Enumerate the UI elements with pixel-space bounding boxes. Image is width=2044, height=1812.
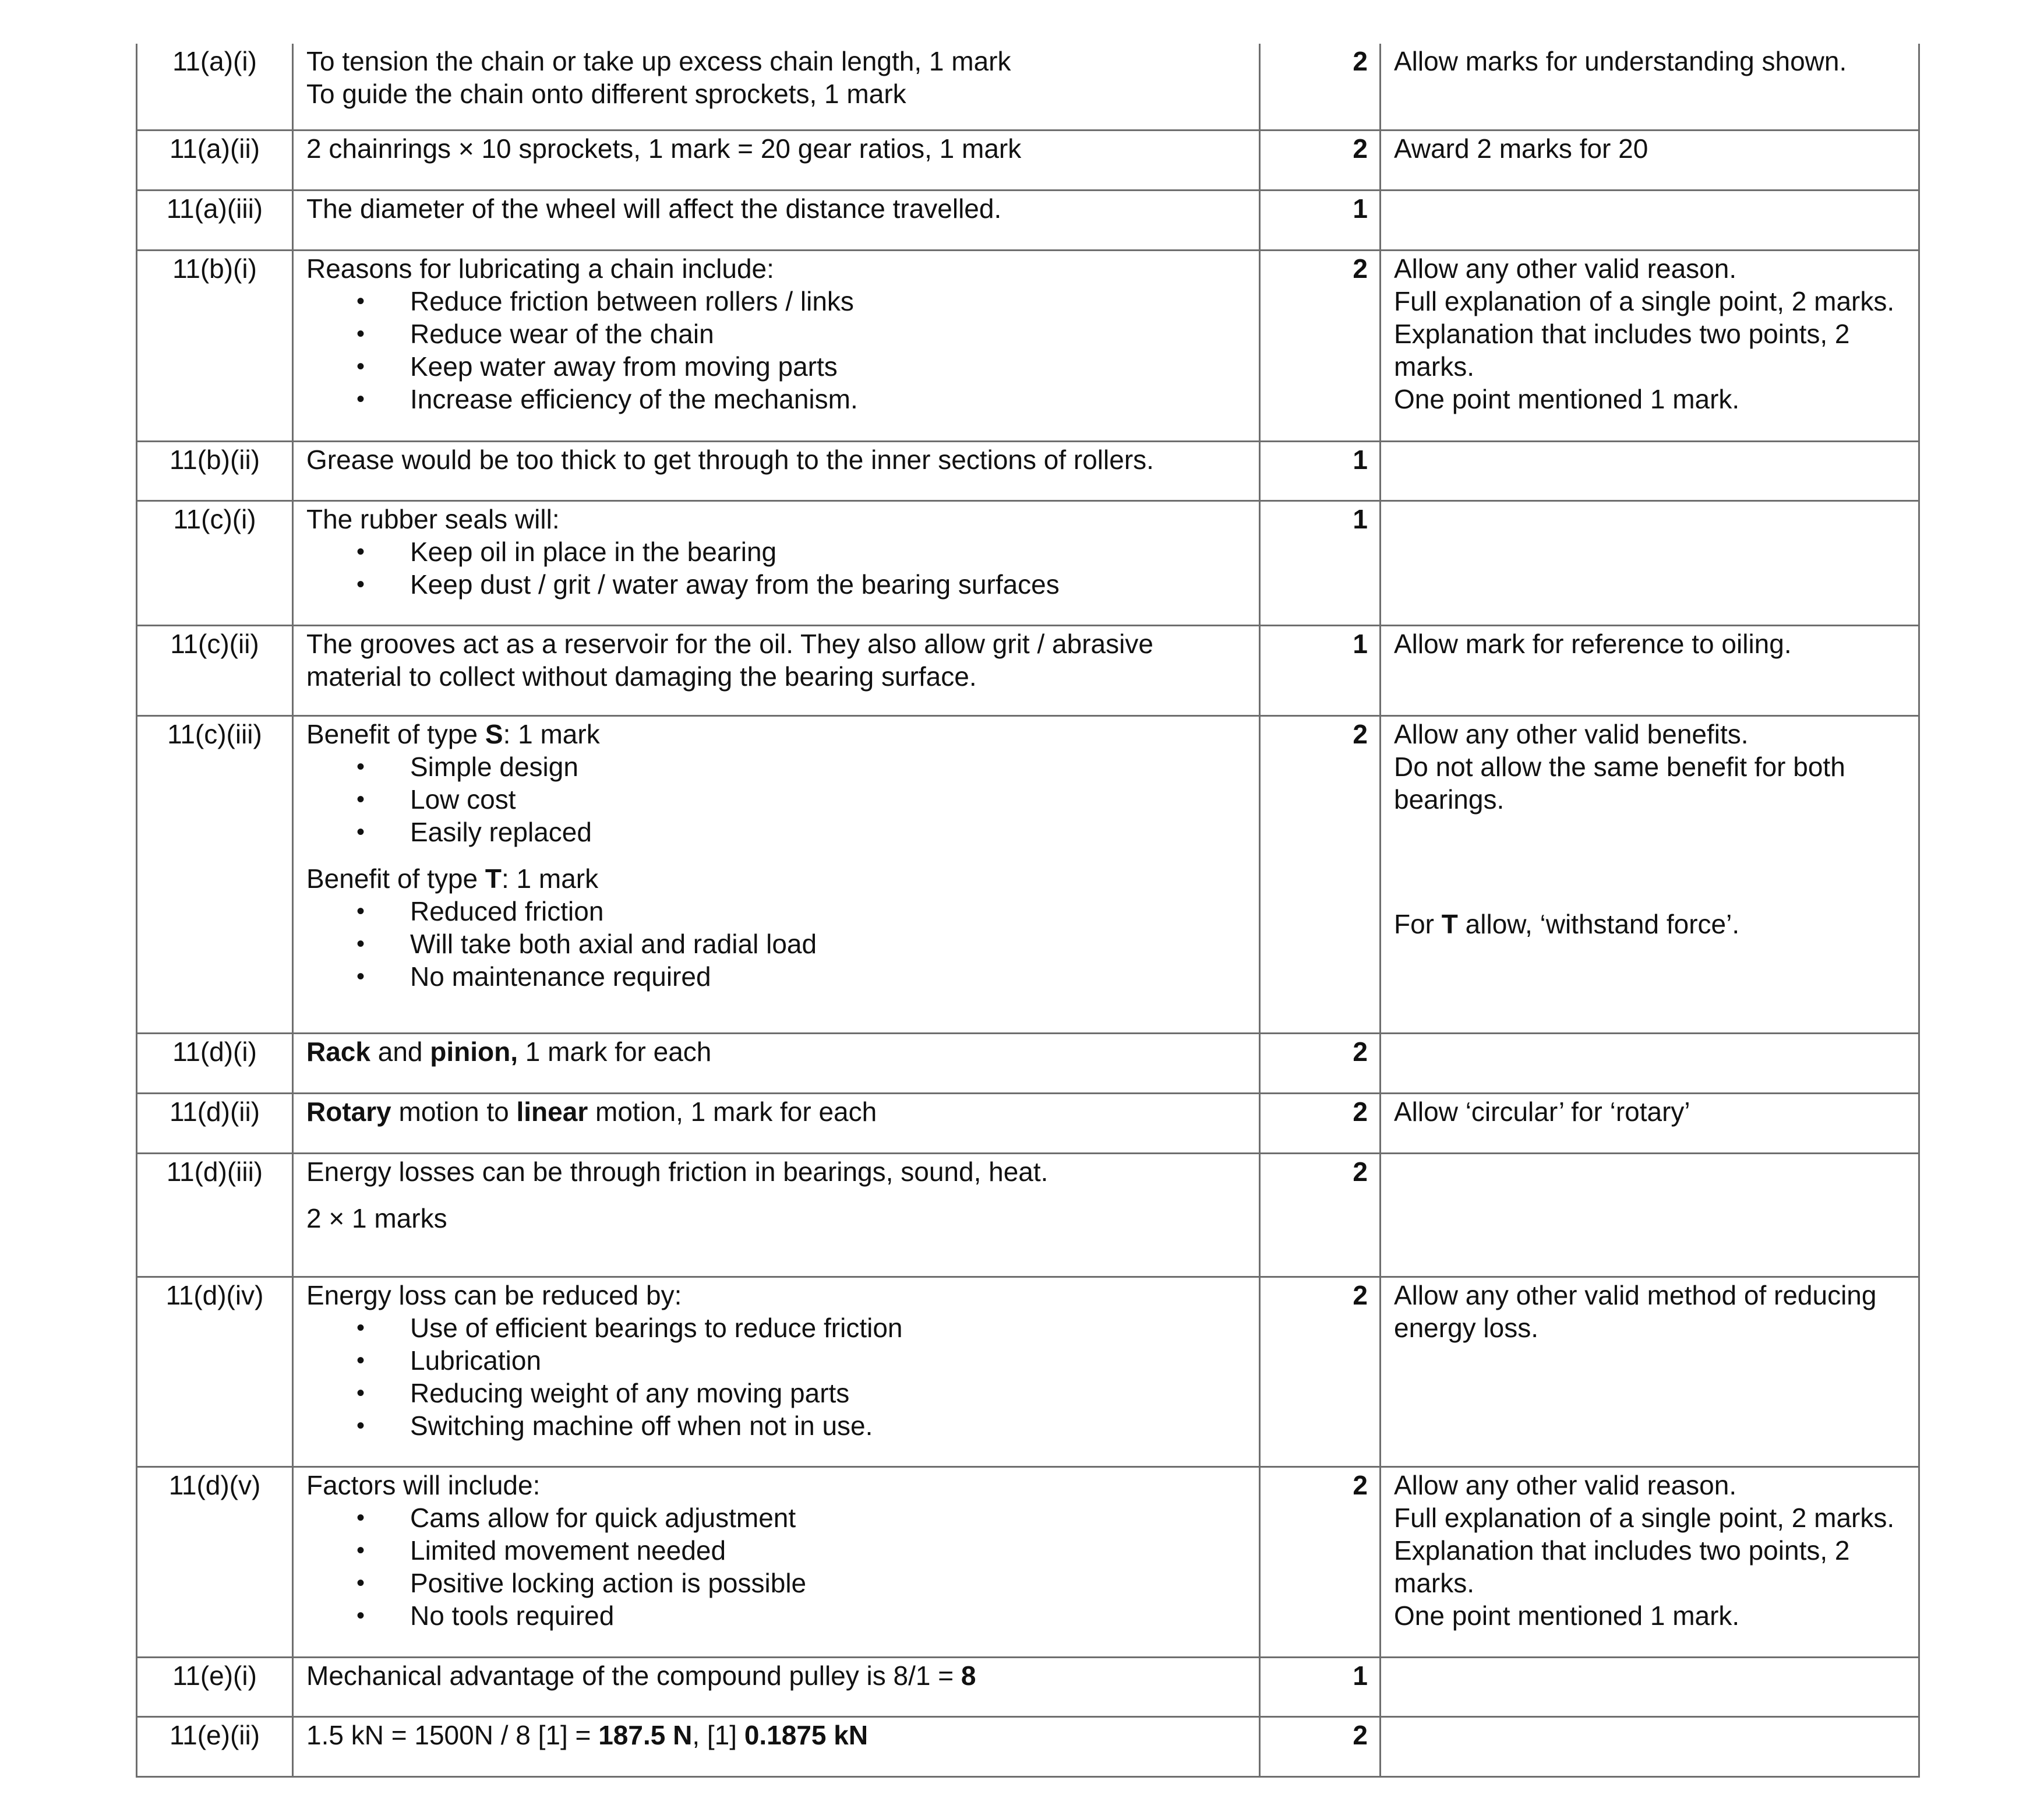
marks-cell: 1 (1260, 1657, 1381, 1716)
guidance-cell (1381, 715, 1919, 1033)
answer-cell (293, 441, 1260, 500)
guidance-cell (1381, 1277, 1919, 1466)
text-run: bearings. (1394, 784, 1505, 815)
bullet-item (306, 568, 1253, 601)
text-run: Low cost (410, 784, 516, 815)
text-run: marks. (1394, 1567, 1474, 1598)
text-line (306, 252, 1253, 285)
bold-text: pinion, (430, 1036, 518, 1067)
question-number: 11(e)(i) (137, 1657, 293, 1716)
spacer (306, 848, 1253, 862)
text-line (306, 77, 1253, 110)
text-run: Allow ‘circular’ for ‘rotary’ (1394, 1096, 1690, 1127)
bullet-item (306, 1501, 1253, 1534)
text-line (1394, 1501, 1910, 1534)
guidance-cell (1381, 130, 1919, 190)
bullet-item (306, 960, 1253, 993)
text-line (1394, 908, 1910, 940)
table-row (137, 130, 1919, 190)
text-line (1394, 252, 1910, 285)
bullet-item (306, 1599, 1253, 1632)
text-run: and (370, 1036, 430, 1067)
text-line (1394, 318, 1910, 350)
mark-scheme-body (137, 44, 1919, 1776)
text-run: Reduced friction (410, 896, 604, 926)
text-run: The grooves act as a reservoir for the oil. They also allow grit / abrasive (306, 628, 1153, 659)
marks-cell: 1 (1260, 500, 1381, 625)
text-line (1394, 627, 1910, 660)
text-run: To tension the chain or take up excess chain length, 1 mark (306, 46, 1011, 76)
text-run: Switching machine off when not in use. (410, 1410, 873, 1441)
text-line (306, 1155, 1253, 1188)
table-row (137, 190, 1919, 250)
text-run: Grease would be too thick to get through to the inner sections of rollers. (306, 444, 1154, 475)
answer-cell (293, 190, 1260, 250)
text-run: Allow any other valid benefits. (1394, 718, 1749, 749)
bullet-item (306, 783, 1253, 816)
text-run: 2 chainrings × 10 sprockets, 1 mark = 20 gear ratios, 1 mark (306, 133, 1022, 164)
text-run: Award 2 marks for 20 (1394, 133, 1648, 164)
spacer (306, 1188, 1253, 1202)
text-line (306, 627, 1253, 660)
table-row (137, 1466, 1919, 1657)
text-run: 2 × 1 marks (306, 1203, 447, 1233)
bold-text: linear (516, 1096, 588, 1127)
text-run: Will take both axial and radial load (410, 928, 817, 959)
answer-cell (293, 715, 1260, 1033)
text-run: Reducing weight of any moving parts (410, 1377, 850, 1408)
text-run: material to collect without damaging the bearing surface. (306, 661, 977, 692)
question-number: 11(d)(i) (137, 1033, 293, 1093)
answer-cell (293, 500, 1260, 625)
text-line (1394, 1279, 1910, 1312)
text-run: motion to (391, 1096, 517, 1127)
text-line (306, 862, 1253, 895)
bold-text: Rotary (306, 1096, 391, 1127)
question-number: 11(d)(ii) (137, 1093, 293, 1153)
guidance-cell (1381, 500, 1919, 625)
text-run: Allow any other valid reason. (1394, 1469, 1737, 1500)
text-run: Lubrication (410, 1345, 542, 1376)
text-run: Mechanical advantage of the compound pulley is 8/1 = (306, 1660, 961, 1691)
text-run: Full explanation of a single point, 2 marks. (1394, 285, 1895, 316)
marks-cell: 2 (1260, 1277, 1381, 1466)
bullet-item (306, 1409, 1253, 1442)
table-row (137, 250, 1919, 441)
text-run: allow, ‘withstand force’. (1457, 908, 1740, 939)
answer-cell (293, 1153, 1260, 1277)
bold-text: Rack (306, 1036, 370, 1067)
marks-cell: 2 (1260, 1153, 1381, 1277)
text-run: : 1 mark (501, 863, 599, 894)
text-run: Explanation that includes two points, 2 (1394, 1535, 1850, 1566)
question-number: 11(e)(ii) (137, 1716, 293, 1776)
marks-cell: 2 (1260, 715, 1381, 1033)
bullet-item (306, 383, 1253, 415)
bullet-list (306, 895, 1253, 993)
guidance-cell (1381, 1657, 1919, 1716)
table-row (137, 625, 1919, 715)
bullet-item (306, 350, 1253, 383)
text-line (306, 660, 1253, 693)
text-line (306, 45, 1253, 77)
text-line (1394, 1469, 1910, 1501)
guidance-cell (1381, 190, 1919, 250)
text-run: Positive locking action is possible (410, 1567, 807, 1598)
marks-cell: 2 (1260, 1466, 1381, 1657)
question-number: 11(c)(ii) (137, 625, 293, 715)
bullet-item (306, 318, 1253, 350)
marks-cell: 2 (1260, 44, 1381, 130)
text-run: energy loss. (1394, 1312, 1539, 1343)
text-run: marks. (1394, 351, 1474, 382)
question-number: 11(c)(iii) (137, 715, 293, 1033)
marks-cell: 2 (1260, 250, 1381, 441)
mark-scheme-table (136, 44, 1920, 1778)
answer-cell (293, 1716, 1260, 1776)
text-run: Keep water away from moving parts (410, 351, 838, 382)
bullet-item (306, 816, 1253, 848)
answer-cell (293, 130, 1260, 190)
marks-cell: 1 (1260, 441, 1381, 500)
bullet-list (306, 1312, 1253, 1442)
text-line (1394, 1312, 1910, 1344)
answer-cell (293, 1093, 1260, 1153)
text-run: Full explanation of a single point, 2 marks. (1394, 1502, 1895, 1533)
text-run: Easily replaced (410, 816, 592, 847)
text-run: For (1394, 908, 1442, 939)
answer-cell (293, 1033, 1260, 1093)
question-number: 11(a)(ii) (137, 130, 293, 190)
text-run: Use of efficient bearings to reduce friction (410, 1312, 903, 1343)
text-line (306, 192, 1253, 225)
text-run: Energy loss can be reduced by: (306, 1279, 682, 1310)
text-line (306, 1035, 1253, 1068)
text-run: One point mentioned 1 mark. (1394, 383, 1740, 414)
guidance-cell (1381, 44, 1919, 130)
guidance-cell (1381, 1093, 1919, 1153)
bold-text: T (485, 863, 502, 894)
text-run: 1 mark for each (518, 1036, 712, 1067)
text-run: , [1] (692, 1719, 744, 1750)
bullet-item (306, 1312, 1253, 1344)
text-run: Allow any other valid method of reducing (1394, 1279, 1877, 1310)
marks-cell: 1 (1260, 625, 1381, 715)
text-run: The diameter of the wheel will affect the distance travelled. (306, 193, 1002, 224)
answer-cell (293, 625, 1260, 715)
bold-text: S (485, 718, 503, 749)
marks-cell: 2 (1260, 130, 1381, 190)
text-run: Allow any other valid reason. (1394, 253, 1737, 284)
bullet-item (306, 1567, 1253, 1599)
text-run: Explanation that includes two points, 2 (1394, 318, 1850, 349)
text-line (1394, 350, 1910, 383)
bullet-item (306, 1534, 1253, 1567)
question-number: 11(d)(iii) (137, 1153, 293, 1277)
marks-cell: 1 (1260, 190, 1381, 250)
answer-cell (293, 1657, 1260, 1716)
bullet-item (306, 1377, 1253, 1409)
text-run: motion, 1 mark for each (588, 1096, 877, 1127)
table-row (137, 1657, 1919, 1716)
bullet-item (306, 285, 1253, 318)
spacer (1394, 816, 1910, 908)
guidance-cell (1381, 441, 1919, 500)
text-line (1394, 132, 1910, 165)
question-number: 11(d)(v) (137, 1466, 293, 1657)
bold-text: T (1441, 908, 1458, 939)
text-run: Increase efficiency of the mechanism. (410, 383, 858, 414)
table-row (137, 441, 1919, 500)
text-run: : 1 mark (503, 718, 600, 749)
answer-cell (293, 1466, 1260, 1657)
text-run: Benefit of type (306, 863, 485, 894)
text-line (306, 1279, 1253, 1312)
guidance-cell (1381, 1033, 1919, 1093)
text-line (1394, 783, 1910, 816)
bold-text: 0.1875 kN (744, 1719, 869, 1750)
question-number: 11(b)(i) (137, 250, 293, 441)
bold-text: 8 (961, 1660, 976, 1691)
question-number: 11(a)(i) (137, 44, 293, 130)
text-line (1394, 718, 1910, 750)
text-run: Keep oil in place in the bearing (410, 536, 777, 567)
guidance-cell (1381, 625, 1919, 715)
text-run: 1.5 kN = 1500N / 8 [1] = (306, 1719, 599, 1750)
text-run: No maintenance required (410, 961, 711, 992)
table-row (137, 500, 1919, 625)
text-line (306, 718, 1253, 750)
question-number: 11(c)(i) (137, 500, 293, 625)
text-line (306, 1719, 1253, 1751)
text-line (1394, 1567, 1910, 1599)
question-number: 11(d)(iv) (137, 1277, 293, 1466)
answer-cell (293, 44, 1260, 130)
bullet-item (306, 928, 1253, 960)
bullet-item (306, 895, 1253, 928)
text-line (1394, 1534, 1910, 1567)
text-run: Reduce wear of the chain (410, 318, 714, 349)
guidance-cell (1381, 1153, 1919, 1277)
text-run: To guide the chain onto different sprockets, 1 mark (306, 79, 906, 109)
text-run: Benefit of type (306, 718, 485, 749)
guidance-cell (1381, 1716, 1919, 1776)
marks-cell: 2 (1260, 1033, 1381, 1093)
table-row (137, 715, 1919, 1033)
text-line (1394, 383, 1910, 415)
marks-cell: 2 (1260, 1716, 1381, 1776)
bullet-item (306, 750, 1253, 783)
question-number: 11(b)(ii) (137, 441, 293, 500)
text-line (306, 1202, 1253, 1235)
text-line (306, 1095, 1253, 1128)
text-run: Do not allow the same benefit for both (1394, 751, 1845, 782)
text-run: Reasons for lubricating a chain include: (306, 253, 774, 284)
text-line (1394, 45, 1910, 77)
text-run: Energy losses can be through friction in bearings, sound, heat. (306, 1156, 1049, 1187)
marks-cell: 2 (1260, 1093, 1381, 1153)
text-line (306, 1469, 1253, 1501)
text-line (1394, 285, 1910, 318)
text-run: No tools required (410, 1600, 615, 1631)
bullet-item (306, 535, 1253, 568)
text-run: One point mentioned 1 mark. (1394, 1600, 1740, 1631)
table-row (137, 44, 1919, 130)
text-run: Limited movement needed (410, 1535, 726, 1566)
bullet-list (306, 750, 1253, 848)
text-line (306, 443, 1253, 476)
text-run: Allow marks for understanding shown. (1394, 46, 1847, 76)
text-run: Allow mark for reference to oiling. (1394, 628, 1792, 659)
text-run: Factors will include: (306, 1469, 541, 1500)
text-line (306, 132, 1253, 165)
bold-text: 187.5 N (598, 1719, 693, 1750)
text-run: Cams allow for quick adjustment (410, 1502, 796, 1533)
table-row (137, 1716, 1919, 1776)
text-run: The rubber seals will: (306, 503, 560, 534)
text-run: Keep dust / grit / water away from the bearing surfaces (410, 569, 1060, 600)
answer-cell (293, 1277, 1260, 1466)
text-line (1394, 1599, 1910, 1632)
question-number: 11(a)(iii) (137, 190, 293, 250)
text-line (1394, 750, 1910, 783)
bullet-list (306, 285, 1253, 415)
bullet-list (306, 1501, 1253, 1632)
table-row (137, 1033, 1919, 1093)
table-row (137, 1277, 1919, 1466)
table-row (137, 1153, 1919, 1277)
answer-cell (293, 250, 1260, 441)
text-run: Reduce friction between rollers / links (410, 285, 854, 316)
bullet-item (306, 1344, 1253, 1377)
text-line (306, 1659, 1253, 1692)
text-line (306, 503, 1253, 535)
table-row (137, 1093, 1919, 1153)
text-run: Simple design (410, 751, 578, 782)
text-line (1394, 1095, 1910, 1128)
guidance-cell (1381, 250, 1919, 441)
bullet-list (306, 535, 1253, 601)
guidance-cell (1381, 1466, 1919, 1657)
